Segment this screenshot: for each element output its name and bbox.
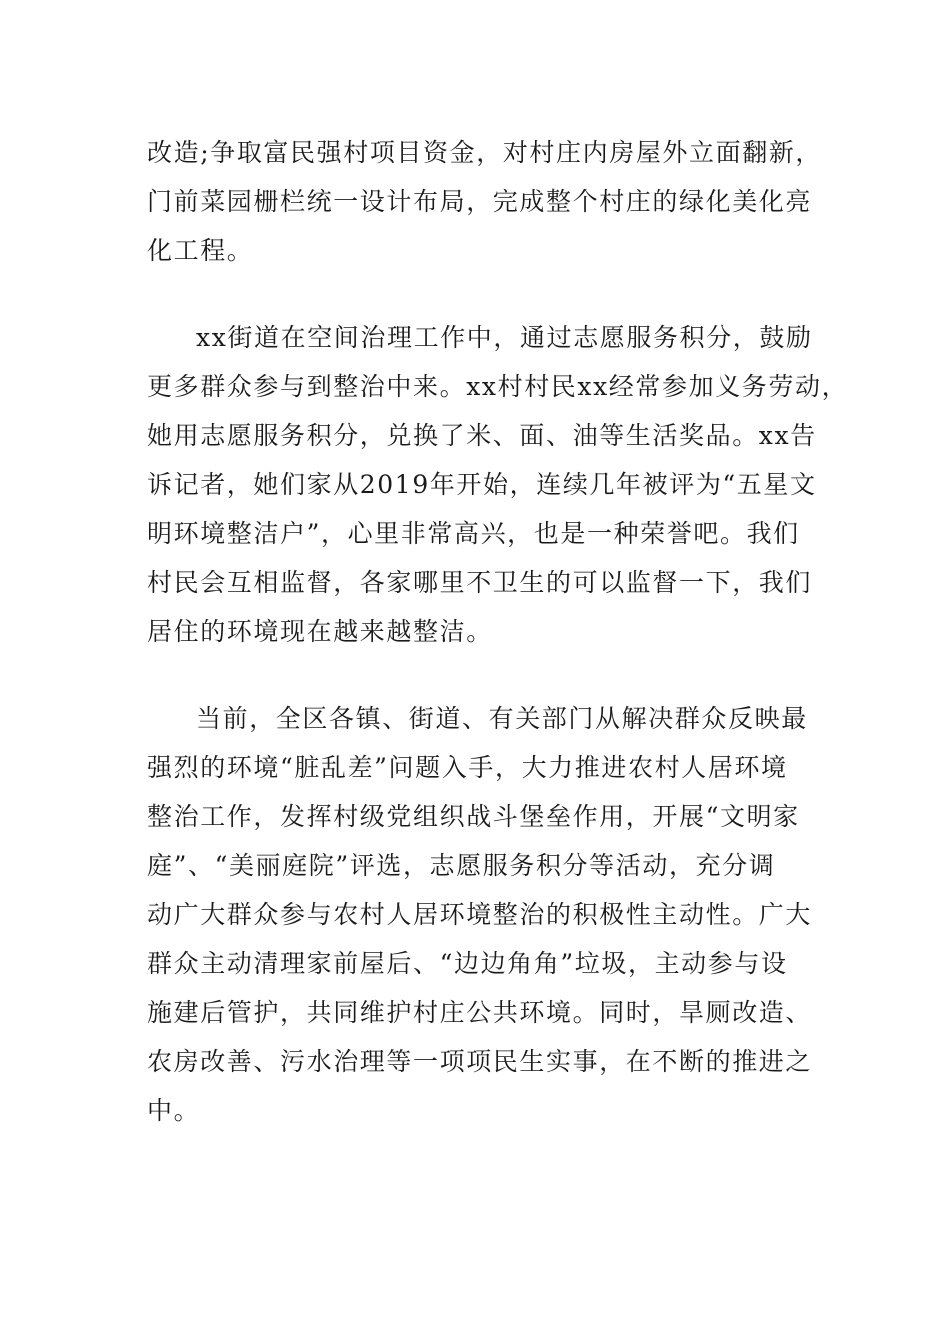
text-line: 动广大群众参与农村人居环境整治的积极性主动性。广大	[147, 900, 813, 929]
text-line: 施建后管护，共同维护村庄公共环境。同时，旱厕改造、	[147, 998, 813, 1027]
text-line: 整治工作，发挥村级党组织战斗堡垒作用，开展“文明家	[147, 802, 800, 831]
text-line: 群众主动清理家前屋后、“边边角角”垃圾，主动参与设	[147, 949, 788, 978]
text-line: 中。	[147, 1096, 201, 1125]
text-line: 化工程。	[147, 236, 254, 265]
text-line: 门前菜园栅栏统一设计布局，完成整个村庄的绿化美化亮	[147, 187, 813, 216]
text-line: 庭”、“美丽庭院”评选，志愿服务积分等活动，充分调	[147, 851, 776, 880]
text-line: xx街道在空间治理工作中，通过志愿服务积分，鼓励	[196, 323, 813, 352]
text-line: 改造;争取富民强村项目资金，对村庄内房屋外立面翻新，	[147, 138, 823, 167]
text-line: 她用志愿服务积分，兑换了米、面、油等生活奖品。xx告	[147, 421, 817, 450]
text-line: 明环境整洁户”，心里非常高兴，也是一种荣誉吧。我们	[147, 519, 800, 548]
text-line: 农房改善、污水治理等一项项民生实事，在不断的推进之	[147, 1047, 813, 1076]
text-line: 当前，全区各镇、街道、有关部门从解决群众反映最	[196, 704, 808, 733]
text-line: 居住的环境现在越来越整洁。	[147, 617, 493, 646]
text-line: 村民会互相监督，各家哪里不卫生的可以监督一下，我们	[147, 568, 813, 597]
text-line: 强烈的环境“脏乱差”问题入手，大力推进农村人居环境	[147, 753, 788, 782]
text-line: 更多群众参与到整治中来。xx村村民xx经常参加义务劳动，	[147, 372, 849, 401]
text-line: 诉记者，她们家从2019年开始，连续几年被评为“五星文	[147, 470, 817, 499]
